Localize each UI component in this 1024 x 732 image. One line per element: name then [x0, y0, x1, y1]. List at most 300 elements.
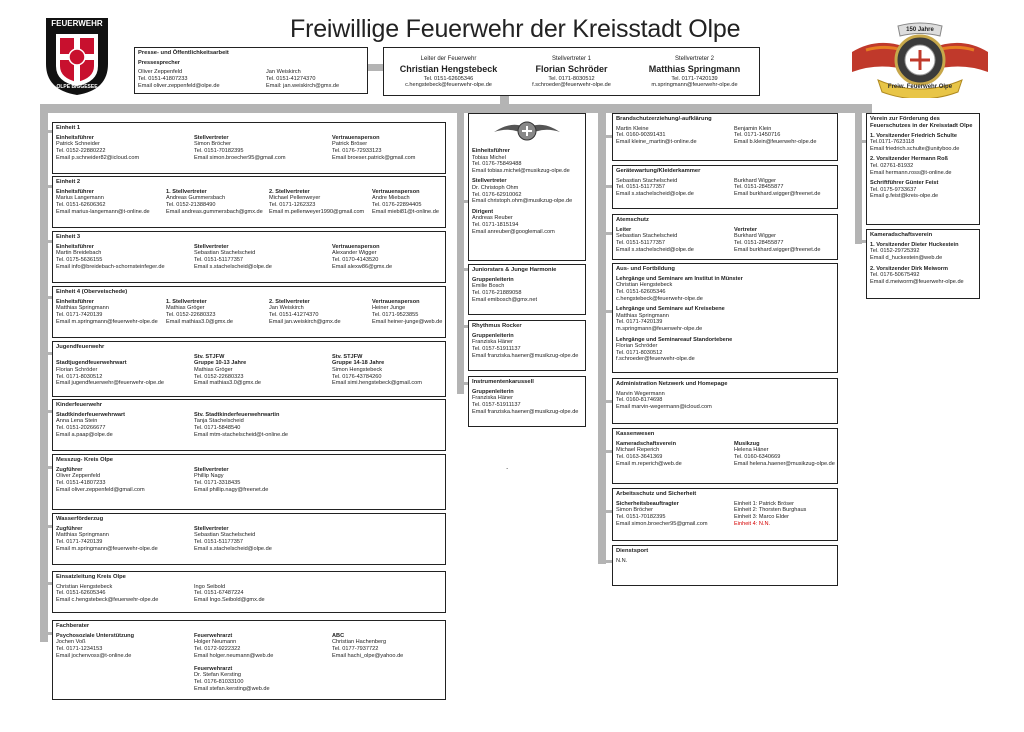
service-7-text: N.N. [616, 557, 628, 564]
unit-box-4 [52, 341, 446, 397]
unit-7-text: Email m.springmann@feuerwehr-olpe.de [56, 545, 158, 552]
connector [40, 104, 872, 113]
unit-3-text: Tel. 0151-41274370 [269, 312, 319, 319]
unit-2-text: Stellvertreter [194, 243, 229, 250]
service-4-text: Marvin Wegermann [616, 390, 665, 397]
service-1-col-1 [734, 178, 838, 198]
unit-2-text: Tel. 0151-51177357 [194, 257, 244, 264]
unit-9-col-0 [56, 633, 194, 692]
service-1-col-0 [616, 178, 734, 198]
unit-heading-6: Messzug- Kreis Olpe [56, 457, 114, 463]
unit-8-col-0 [56, 584, 194, 604]
unit-4-col-1 [194, 354, 332, 387]
logo-left-ring-text: OLPE BIGGESEE [56, 84, 98, 90]
association-heading-0: Verein zur Förderung des Feuerschutzes in der Kreisstadt Olpe [870, 116, 973, 129]
service-0-text: Benjamin Klein [734, 125, 772, 132]
service-6-col-1 [734, 501, 838, 527]
association-0-text: Tel. 02761-81932 [870, 163, 914, 170]
leader-2: Stellvertreter 2 Matthias Springmann Tel. 0171-7420139 m.springmann@feuerwehr-olpe.de [648, 56, 741, 89]
unit-3-text: Heiner Junge [372, 305, 406, 312]
music-box-1 [468, 264, 586, 315]
service-3-text: Tel. 0171-7420139 [616, 319, 663, 326]
unit-1-text: Tel. 0152-21388490 [166, 202, 216, 209]
unit-1-text: Andreas Gummersbach [166, 195, 226, 202]
press-c1-0: Oliver Zeppenfeld [138, 69, 183, 76]
unit-4-text: Florian Schröder [56, 367, 98, 374]
unit-5-text: Stv. Stadtkinderfeuerwehrwartin [194, 411, 280, 418]
music-0-text: Dr. Christoph Ohm [472, 184, 519, 191]
unit-heading-0: Einheit 1 [56, 125, 81, 131]
unit-5-text: Tel. 0151-20266677 [56, 425, 106, 432]
unit-box-5 [52, 399, 446, 451]
service-3-text: Tel. 0171-8030512 [616, 349, 663, 356]
unit-3-text: Einheitsführer [56, 298, 94, 305]
service-2-text: Leiter [616, 226, 632, 233]
service-3-text: m.springmann@feuerwehr-olpe.de [616, 325, 703, 332]
music-2-text: Franziska Häner [472, 339, 514, 346]
unit-3-col-0 [56, 299, 166, 325]
unit-3-text: 2. Stellvertreter [269, 298, 310, 305]
service-5-text: Helena Häner [734, 447, 769, 454]
music-0-text: Tel. 0176-75849488 [472, 161, 522, 168]
spacer [194, 659, 332, 666]
service-heading-3: Aus- und Fortbildung [616, 266, 675, 272]
unit-9-text: Email stefan.kersting@web.de [194, 685, 270, 692]
association-0-text: Email hermann.ross@t-online.de [870, 169, 952, 176]
music-2-text: Tel. 0157-51911137 [472, 346, 521, 353]
music-0-text: Email christoph.ohm@musikzug-olpe.de [472, 198, 573, 205]
unit-5-text: Email mtm-stachelscheid@t-online.de [194, 431, 288, 438]
press-c1-2: Email oliver.zeppenfeld@olpe.de [138, 82, 220, 89]
unit-6-text: Phillip Nagy [194, 473, 224, 480]
unit-cols-4 [56, 354, 442, 387]
unit-8-col-1 [194, 584, 394, 604]
service-5-col-0 [616, 441, 734, 467]
service-box-5 [612, 428, 838, 484]
service-2-text: Email burkhard.wigger@freenet.de [734, 246, 821, 253]
service-6-col-0 [616, 501, 734, 527]
unit-2-text: Tel. 0170-4143520 [332, 257, 379, 264]
unit-1-text: Email m.pellenweyer1990@gmail.com [269, 208, 365, 215]
unit-box-3 [52, 286, 446, 338]
unit-2-text: Einheitsführer [56, 243, 94, 250]
unit-4-col-2 [332, 354, 446, 387]
service-1-text: Email s.stachelscheid@olpe.de [616, 191, 694, 198]
unit-2-text: Sebastian Stachelscheid [194, 250, 256, 257]
press-c2-2: Email: jan.weiskirch@gmx.de [266, 82, 340, 89]
unit-box-8 [52, 571, 446, 613]
unit-5-text: Tel. 0171-5848540 [194, 425, 241, 432]
unit-box-1 [52, 176, 446, 228]
unit-9-text: Christian Hachenberg [332, 639, 387, 646]
unit-8-text: Tel. 0151-67487224 [194, 590, 244, 597]
association-heading-1: Kameradschaftsverein [870, 232, 933, 238]
service-5-col-1 [734, 441, 838, 467]
unit-6-text: Zugführer [56, 466, 83, 473]
music-0-text: Dirigent [472, 208, 494, 215]
association-1-text: Tel. 0176-50675492 [870, 272, 920, 279]
music-0-text: Andreas Reuber [472, 215, 513, 222]
unit-4-text: Tel. 0176-43784260 [332, 373, 382, 380]
service-cols-2 [616, 227, 834, 253]
unit-3-col-3 [372, 299, 446, 325]
unit-6-text: Tel. 0151-41807233 [56, 480, 106, 487]
association-box-0 [866, 113, 980, 225]
music-3-text: Gruppenleiterin [472, 388, 514, 395]
connector [457, 104, 464, 394]
unit-6-text: Stellvertreter [194, 466, 229, 473]
leader-1: Stellvertreter 1 Florian Schröder Tel. 0171-8030512 f.schroeder@feuerwehr-olpe.de [532, 56, 611, 89]
association-1-text: 1. Vorsitzender Dieter Huckestein [870, 241, 959, 248]
unit-3-text: Email jan.weiskirch@gmx.de [269, 318, 341, 325]
unit-3-text: Mathias Gröger [166, 305, 205, 312]
unit-cols-5 [56, 412, 442, 438]
unit-2-col-1 [194, 244, 332, 270]
unit-7-text: Tel. 0171-7420139 [56, 539, 103, 546]
connector [368, 64, 384, 71]
unit-4-text: Gruppe 10-13 Jahre [194, 360, 247, 367]
music-0-text: Email anreuber@googlemail.com [472, 228, 555, 235]
music-0-text: Tel. 0171-1815194 [472, 221, 519, 228]
unit-2-text: Email alexw86@gmx.de [332, 263, 393, 270]
unit-heading-1: Einheit 2 [56, 179, 81, 185]
unit-0-text: Stellvertreter [194, 134, 229, 141]
service-2-text: Email s.stachelscheid@olpe.de [616, 246, 694, 253]
unit-3-text: Matthias Springmann [56, 305, 109, 312]
service-heading-2: Atemschutz [616, 217, 649, 223]
unit-1-text: Email andreas.gummersbach@gmx.de [166, 208, 263, 215]
unit-2-text: Email s.stachelscheid@olpe.de [194, 263, 272, 270]
service-5-text: Musikzug [734, 440, 760, 447]
music-1-text: Gruppenleiterin [472, 276, 514, 283]
service-3-text: Christian Hengstebeck [616, 282, 673, 289]
music-3-text: Tel. 0157-51911137 [472, 402, 521, 409]
unit-1-text: Email miebi81@t-online.de [372, 208, 439, 215]
unit-7-text: Stellvertreter [194, 525, 229, 532]
service-box-0 [612, 113, 838, 161]
unit-7-text: Tel. 0151-51177357 [194, 539, 244, 546]
unit-heading-5: Kinderfeuerwehr [56, 402, 103, 408]
unit-0-text: Simon Bröcher [194, 141, 231, 148]
association-0-text: Schriftführer Günter Feist [870, 180, 939, 187]
unit-5-col-1 [194, 412, 394, 438]
unit-9-text: Email jochenvoss@t-online.de [56, 652, 132, 659]
music-0-text: Einheitsführer [472, 148, 510, 154]
unit-1-col-2 [269, 189, 372, 215]
unit-1-text: Michael Pellenweyer [269, 195, 321, 202]
service-4-text: Email marvin-wegermann@icloud.com [616, 404, 712, 411]
unit-cols-6 [56, 467, 442, 493]
unit-4-text: Simon Hengstebeck [332, 367, 383, 374]
unit-1-text: Tel. 0176-22894405 [372, 202, 422, 209]
association-1-text: Email d_huckestein@web.de [870, 255, 943, 262]
unit-4-text: Email mathias3.0@gmx.de [194, 380, 261, 387]
unit-3-text: Jan Weiskirch [269, 305, 304, 312]
logo-feuerwehr-olpe [44, 16, 110, 96]
service-5-text: Email m.reperich@web.de [616, 460, 682, 467]
logo-right-banner-text: Freiw. Feuerwehr Olpe [887, 84, 953, 90]
press-c2-1: Tel. 0151-41274370 [266, 76, 316, 83]
unit-4-text: Stv. STJFW [332, 353, 363, 360]
unit-heading-8: Einsatzleitung Kreis Olpe [56, 574, 126, 580]
unit-5-col-0 [56, 412, 194, 438]
unit-9-text: Tel. 0176-81033100 [194, 678, 244, 685]
unit-8-text: Email Ingo.Seibold@gmx.de [194, 597, 265, 604]
unit-cols-2 [56, 244, 442, 270]
service-5-text: Email helena.haener@musikzug-olpe.de [734, 460, 835, 467]
unit-4-text: Stv. STJFW [194, 353, 225, 360]
service-heading-1: Gerätewartung/Kleiderkammer [616, 168, 701, 174]
unit-cols-8 [56, 584, 442, 604]
unit-3-col-2 [269, 299, 372, 325]
unit-9-text: Psychosoziale Unterstützung [56, 632, 135, 639]
music-heading-1: Juniorstars & Junge Harmonie [472, 267, 557, 273]
unit-9-col-2 [332, 633, 446, 692]
unit-0-text: Tel. 0151-70182395 [194, 148, 244, 155]
service-4-col-0 [616, 391, 734, 411]
service-6-text: Einheit 4: N.N. [734, 520, 771, 527]
service-6-text: Einheit 2: Thorsten Burghaus [734, 507, 807, 514]
unit-9-text: ABC [332, 632, 345, 639]
logo-150-jahre [848, 22, 992, 98]
service-0-col-1 [734, 126, 838, 146]
unit-box-7 [52, 513, 446, 565]
music-0-text: Tel. 0176-62910062 [472, 191, 522, 198]
unit-9-text: Email hachi_olpe@yahoo.de [332, 652, 404, 659]
unit-3-text: 1. Stellvertreter [166, 298, 207, 305]
unit-9-text: Feuerwehrarzt [194, 665, 233, 672]
music-3-text: Email franziska.haener@musikzug-olpe.de [472, 408, 579, 415]
unit-0-text: Tel. 0176-72933123 [332, 148, 382, 155]
unit-heading-4: Jugendfeuerwehr [56, 344, 105, 350]
press-c1-1: Tel. 0151-41807233 [138, 76, 188, 83]
unit-4-text: Email jugendfeuerwehr@feuerwehr-olpe.de [56, 380, 164, 387]
unit-6-text: Email oliver.zeppenfeld@gmail.com [56, 486, 145, 493]
unit-4-text: Gruppe 14-18 Jahre [332, 360, 385, 367]
service-box-4 [612, 378, 838, 424]
connector [598, 104, 606, 564]
service-heading-7: Dienstsport [616, 548, 649, 554]
unit-box-2 [52, 231, 446, 283]
music-box-2 [468, 320, 586, 371]
music-heading-3: Instrumentenkarussell [472, 379, 534, 385]
unit-5-text: Stadtkinderfeuerwehrwart [56, 411, 126, 418]
unit-3-text: Vertrauensperson [372, 298, 420, 305]
service-3-text: Lehrgänge und Seminare auf Kreisebene [616, 306, 725, 313]
unit-cols-0 [56, 135, 442, 161]
unit-cols-9 [56, 633, 442, 692]
music-2-text: Email franziska.haener@musikzug-olpe.de [472, 352, 579, 359]
unit-2-text: Alexander Wigger [332, 250, 377, 257]
service-6-text: Sicherheitsbeauftragter [616, 500, 679, 507]
unit-0-col-1 [194, 135, 332, 161]
service-0-text: Email b.klein@feuerwehr-olpe.de [734, 139, 817, 146]
unit-box-0 [52, 122, 446, 174]
service-3-text: Matthias Springmann [616, 312, 669, 319]
service-heading-5: Kassenwesen [616, 431, 655, 437]
leadership-box [383, 47, 760, 96]
association-1-text: 2. Vorsitzender Dirk Meiworm [870, 265, 948, 272]
unit-0-text: Patrick Bröser [332, 141, 368, 148]
press-heading: Presse- und Öffentlichkeitsarbeit [138, 50, 229, 56]
service-0-col-0 [616, 126, 734, 146]
unit-2-col-2 [332, 244, 446, 270]
association-1-text: Email d.meiworm@feuerwehr-olpe.de [870, 278, 964, 285]
press-sub: Pressesprecher [138, 59, 180, 66]
association-box-1 [866, 229, 980, 299]
service-3-text: Florian Schröder [616, 343, 658, 350]
music-2-text: Gruppenleiterin [472, 332, 514, 339]
service-cols-6 [616, 501, 834, 527]
unit-1-text: Vertrauensperson [372, 188, 420, 195]
association-0-text: Tel. 0175-9733637 [870, 186, 917, 193]
unit-3-col-1 [166, 299, 269, 325]
service-6-text: Einheit 3: Marco Elder [734, 514, 790, 521]
music-3-text: Franziska Häner [472, 395, 514, 402]
music-box-3 [468, 376, 586, 427]
service-5-text: Tel. 0163-3641369 [616, 454, 663, 461]
service-2-text: Sebastian Stachelscheid [616, 233, 678, 240]
unit-0-col-0 [56, 135, 194, 161]
press-c2-0: Jan Weiskirch [266, 69, 301, 76]
unit-9-text: Tel. 0177-7937722 [332, 646, 379, 653]
service-box-6 [612, 488, 838, 541]
service-heading-0: Brandschutzerziehung/-aufklärung [616, 116, 712, 122]
musikzug-emblem [472, 116, 582, 148]
association-1-text: Tel. 0152-29725392 [870, 248, 920, 255]
service-2-text: Vertreter [734, 226, 758, 233]
unit-8-text: Email c.hengstebeck@feuerwehr-olpe.de [56, 597, 159, 604]
music-box-0 [468, 113, 586, 261]
service-3-text: Lehrgänge und Seminare am Institut in Münster [616, 275, 743, 282]
unit-8-text: Tel. 0151-62605346 [56, 590, 106, 597]
service-cols-1 [616, 178, 834, 198]
unit-2-text: Email info@breidebach-schornsteinfeger.de [56, 263, 165, 270]
unit-6-text: Email phillip.nagy@freenet.de [194, 486, 269, 493]
unit-8-text: Christian Hengstebeck [56, 583, 113, 590]
unit-1-col-3 [372, 189, 446, 215]
unit-cols-3 [56, 299, 442, 325]
unit-9-text: Holger Neumann [194, 639, 237, 646]
unit-1-text: Marius Langemann [56, 195, 104, 202]
unit-5-text: Anna Lena Stein [56, 418, 98, 425]
service-0-text: Email kleine_martin@t-online.de [616, 139, 697, 146]
service-3-text: Tel. 0151-62605346 [616, 289, 666, 296]
service-4-text: Tel. 0160-8174698 [616, 397, 663, 404]
unit-1-text: Email marius-langemann@t-online.de [56, 208, 150, 215]
unit-3-text: Email heiner-junge@web.de [372, 318, 443, 325]
unit-2-col-0 [56, 244, 194, 270]
unit-box-9 [52, 620, 446, 700]
music-1-text: Emilie Bosch [472, 283, 505, 290]
service-2-text: Tel. 0151-28455877 [734, 240, 784, 247]
unit-7-text: Sebastian Stachelscheid [194, 532, 256, 539]
unit-0-text: Email broeser.patrick@gmail.com [332, 154, 416, 161]
unit-4-text: Tel. 0171-8030512 [56, 373, 103, 380]
unit-3-text: Tel. 0171-7420139 [56, 312, 103, 319]
unit-6-text: Tel. 0171-3318435 [194, 480, 241, 487]
unit-box-6 [52, 454, 446, 510]
leader-0: Leiter der Feuerwehr Christian Hengstebeck Tel. 0151-62605346 c.hengstebeck@feuerwehr-olpe.de [399, 56, 498, 89]
unit-0-text: Tel. 0152-22880222 [56, 148, 106, 155]
spacer [56, 354, 194, 361]
unit-4-text: Stadtjugendfeuerwehrwart [56, 360, 127, 367]
unit-0-text: Vertrauensperson [332, 134, 380, 141]
service-2-col-0 [616, 227, 734, 253]
logo-left-top-text: FEUERWEHR [51, 19, 103, 28]
unit-heading-2: Einheit 3 [56, 234, 81, 240]
music-0-text: Email tobias.michel@musikzug-olpe.de [472, 167, 570, 174]
music-1-text: Email emibosch@gmx.net [472, 296, 538, 303]
unit-cols-1 [56, 189, 442, 215]
unit-1-text: Tel. 0151-62606362 [56, 202, 106, 209]
unit-7-text: Matthias Springmann [56, 532, 109, 539]
service-5-text: Michael Reperich [616, 447, 660, 454]
unit-8-text: Ingo Seibold [194, 583, 226, 590]
unit-3-text: Email mathias3.0@gmx.de [166, 318, 233, 325]
unit-4-col-0 [56, 354, 194, 387]
unit-2-text: Tel. 0175-5636155 [56, 257, 103, 264]
association-0-text: Email friedrich.schulte@unityboo.de [870, 145, 960, 152]
unit-9-text: Tel. 0171-1234153 [56, 646, 103, 653]
unit-0-text: Email p.schneider82@icloud.com [56, 154, 140, 161]
unit-1-text: Andre Miebach [372, 195, 410, 202]
unit-4-text: Email simi.hengstebeck@gmail.com [332, 380, 422, 387]
service-2-text: Tel. 0151-51177357 [616, 240, 666, 247]
unit-7-text: Zugführer [56, 525, 83, 532]
service-1-text: Email burkhard.wigger@freenet.de [734, 191, 821, 198]
unit-6-col-1 [194, 467, 394, 493]
service-1-text: Tel. 0151-51177357 [616, 184, 666, 191]
service-2-col-1 [734, 227, 838, 253]
unit-6-col-0 [56, 467, 194, 493]
service-box-7 [612, 545, 838, 586]
service-1-text: Burkhard Wigger [734, 177, 776, 184]
association-0-text: 2. Vorsitzender Hermann Roß [870, 156, 948, 163]
service-cols-7 [616, 558, 834, 565]
unit-7-text: Email s.stachelscheid@olpe.de [194, 545, 272, 552]
unit-1-text: 2. Stellvertreter [269, 188, 310, 195]
unit-heading-3: Einheit 4 (Oberveischede) [56, 289, 128, 295]
page-title: Freiwillige Feuerwehr der Kreisstadt Olpe [290, 15, 741, 43]
service-0-text: Martin Kleine [616, 125, 649, 132]
unit-0-text: Email simon.broecher95@gmail.com [194, 154, 286, 161]
press-box [134, 47, 368, 94]
connector [855, 104, 862, 244]
unit-9-text: Email holger.neumann@web.de [194, 652, 274, 659]
unit-3-text: Tel. 0171-9523855 [372, 312, 419, 319]
unit-1-text: Einheitsführer [56, 188, 94, 195]
unit-1-col-0 [56, 189, 166, 215]
unit-0-text: Einheitsführer [56, 134, 94, 141]
unit-1-col-1 [166, 189, 269, 215]
music-1-text: Tel. 0176-21889058 [472, 290, 522, 297]
unit-2-text: Martin Breidebach [56, 250, 102, 257]
association-0-text: 1. Vorsitzender Friedrich Schulte [870, 132, 957, 139]
unit-1-text: 1. Stellvertreter [166, 188, 207, 195]
logo-right-top-text: 150 Jahre [906, 27, 934, 33]
service-cols-0 [616, 126, 834, 146]
service-2-text: Burkhard Wigger [734, 233, 776, 240]
unit-6-text: Oliver Zeppenfeld [56, 473, 101, 480]
service-6-text: Email simon.broecher95@gmail.com [616, 520, 708, 527]
unit-7-col-0 [56, 526, 194, 552]
unit-3-text: Email m.springmann@feuerwehr-olpe.de [56, 318, 158, 325]
association-0-text: Email g.feist@kreis-olpe.de [870, 193, 939, 200]
unit-9-text: Tel. 0172-9222322 [194, 646, 241, 653]
service-6-text: Tel. 0151-70182395 [616, 514, 666, 521]
unit-3-text: Tel. 0152-22680323 [166, 312, 216, 319]
